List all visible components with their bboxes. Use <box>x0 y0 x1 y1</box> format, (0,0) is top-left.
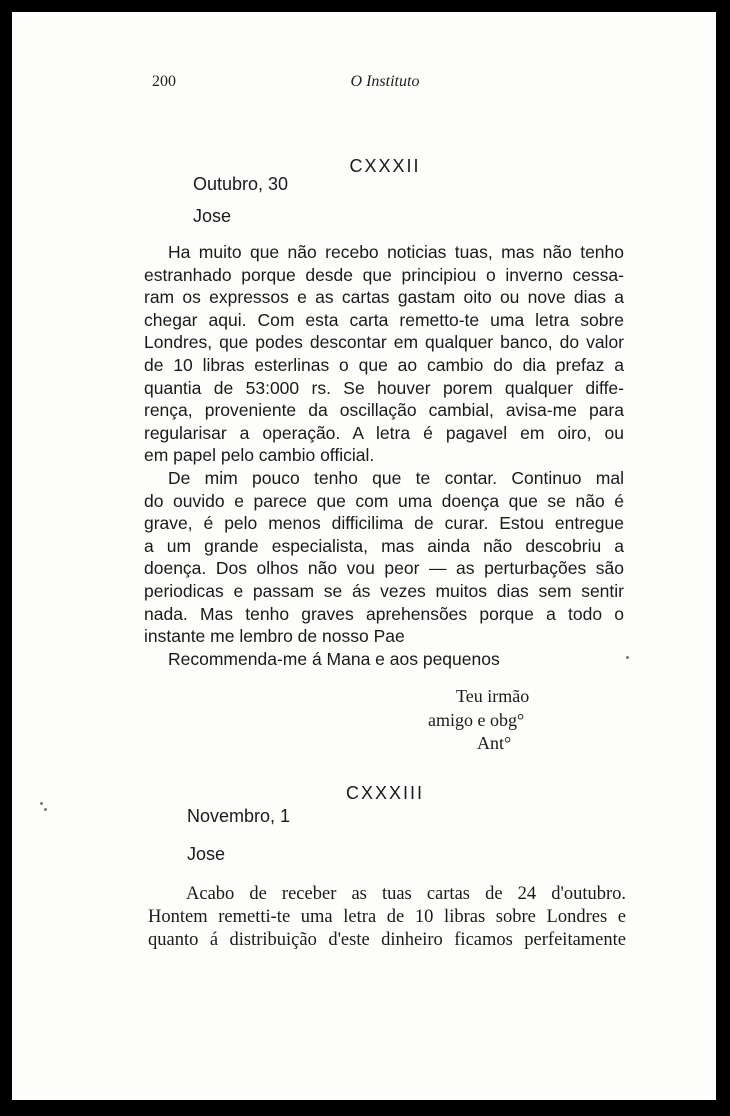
closing-signature: Ant° <box>477 733 512 753</box>
body-line: Ha muito que não recebo noticias tuas, mas não tenho <box>168 242 624 262</box>
closing-line: Teu irmão <box>456 686 530 706</box>
body-line: grave, é pelo menos difficilima de curar. Estou entregue <box>144 513 624 534</box>
body-line: De mim pouco tenho que te contar. Continuo mal <box>168 467 624 488</box>
body-line: Acabo de receber as tuas cartas de 24 d'outubro. <box>186 884 626 904</box>
letter-number: CXXXIII <box>345 783 425 803</box>
body-line: do ouvido e parece que com uma doença que se não é <box>144 490 624 511</box>
body-line: rença, proveniente da oscillação cambial, avisa-me para <box>144 400 624 421</box>
body-line: Londres, que podes descontar em qualquer banco, do valor <box>144 332 624 353</box>
scan-speck <box>44 808 47 811</box>
letter-body <box>144 241 624 670</box>
body-line: Hontem remetti-te uma letra de 10 libras sobre Londres e <box>148 907 626 927</box>
body-line: doença. Dos olhos não vou peor — as perturbações são <box>144 558 624 579</box>
scan-border <box>0 0 730 12</box>
body-line: em papel pelo cambio official. <box>144 445 375 466</box>
scan-speck <box>626 656 629 659</box>
letter-salutation: Jose <box>187 844 226 864</box>
scan-speck <box>40 802 43 805</box>
body-line: nada. Mas tenho graves aprehensões porque a todo o <box>144 603 624 624</box>
letter-body <box>148 883 626 952</box>
letter-salutation: Jose <box>193 206 232 226</box>
body-line: estranhado porque desde que principiou o inverno cessa- <box>144 264 624 285</box>
body-line: chegar aqui. Com esta carta remetto-te uma letra sobre <box>144 309 624 330</box>
body-line: quanto á distribuição d'este dinheiro ficamos perfeitamente <box>148 930 626 950</box>
body-line: quantia de 53:000 rs. Se houver porem qualquer diffe- <box>144 377 624 398</box>
letter-date: Outubro, 30 <box>193 174 289 194</box>
body-line: Recommenda-me á Mana e aos pequenos <box>168 648 500 669</box>
body-line: regularisar a operação. A letra é pagavel em oiro, ou <box>144 422 624 443</box>
page-number: 200 <box>152 73 176 90</box>
body-line: periodicas e passam se ás vezes muitos dias sem sentir <box>144 580 624 601</box>
body-line: a um grande especialista, mas ainda não descobriu a <box>144 535 624 556</box>
body-line: ram os expressos e as cartas gastam oito ou nove dias a <box>144 287 624 308</box>
closing-line: amigo e obg° <box>428 710 525 730</box>
running-title: O Instituto <box>350 73 420 90</box>
letter-date: Novembro, 1 <box>187 806 291 826</box>
letter-number: CXXXII <box>349 156 421 176</box>
body-line: instante me lembro de nosso Pae <box>144 626 405 647</box>
body-line: de 10 libras esterlinas o que ao cambio do dia prefaz a <box>144 354 624 375</box>
